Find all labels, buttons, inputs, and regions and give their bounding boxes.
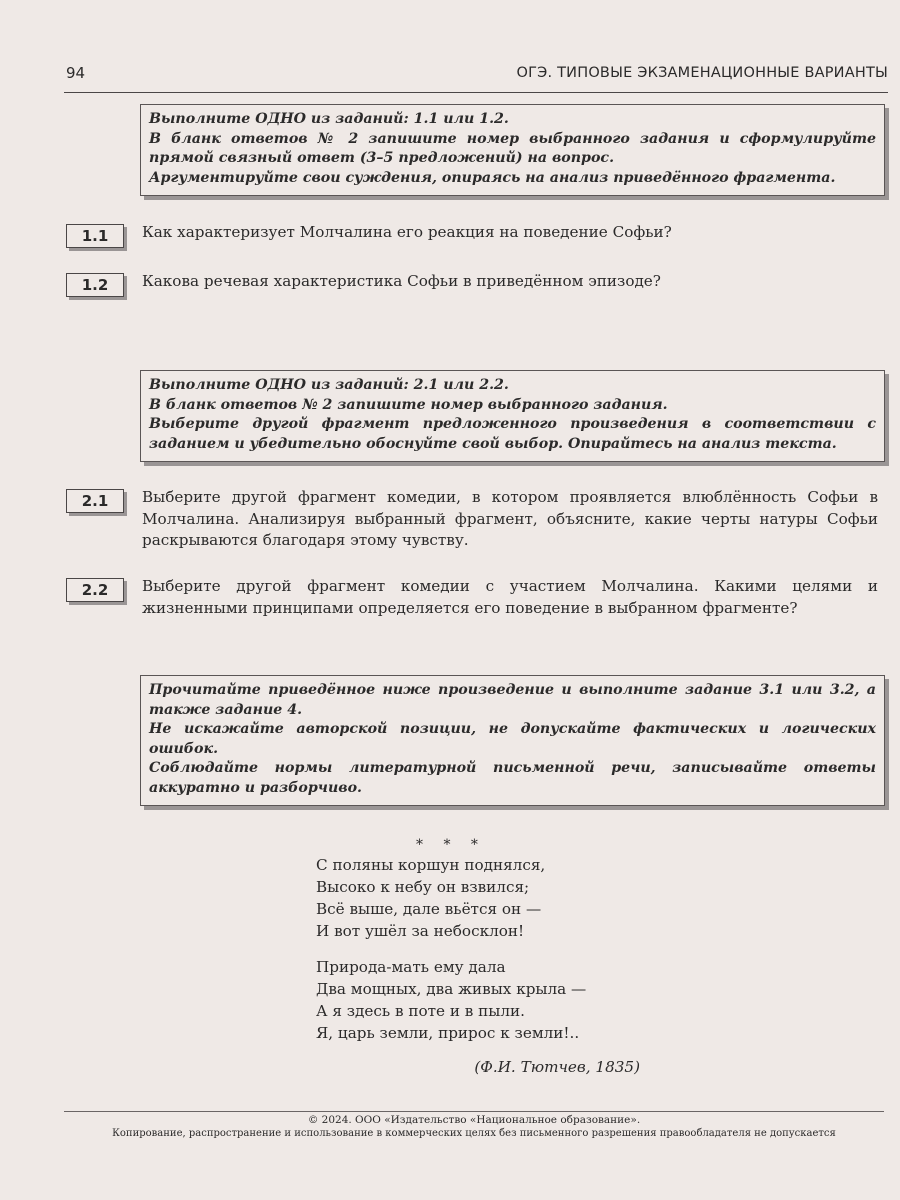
task-number-badge: 2.2 xyxy=(66,578,124,602)
instruction-box-2 xyxy=(140,370,885,462)
poem-asterisks: * * * xyxy=(416,837,486,853)
footer-copyright: © 2024. ООО «Издательство «Национальное образование». xyxy=(307,1114,641,1126)
poem-line: Я, царь земли, прирос к земли!.. xyxy=(316,1024,580,1042)
instruction-box-3 xyxy=(140,675,885,806)
footer-notice: Копирование, распространение и использование в коммерческих целях без письменного разрешения правообладателя не допускается xyxy=(112,1128,836,1139)
instruction-box-1 xyxy=(140,104,885,196)
task-1-1 xyxy=(66,222,878,244)
instruction-line: Выполните ОДНО из заданий: 1.1 или 1.2. xyxy=(149,111,509,127)
stanza-gap xyxy=(316,942,646,956)
poem-line: С поляны коршун поднялся, xyxy=(316,856,546,874)
poem-line: И вот ушёл за небосклон! xyxy=(316,922,525,940)
instruction-line: Аргументируйте свои суждения, опираясь на анализ приведённого фрагмента. xyxy=(149,169,836,186)
page-number: 94 xyxy=(66,64,86,82)
task-1-2 xyxy=(66,271,878,293)
task-number-badge: 1.2 xyxy=(66,273,124,297)
instruction-line: В бланк ответов № 2 запишите номер выбранного задания и сформулируйте прямой связный ответ (3–5 предложений) на вопрос. xyxy=(149,130,876,166)
running-title: ОГЭ. ТИПОВЫЕ ЭКЗАМЕНАЦИОННЫЕ ВАРИАНТЫ xyxy=(516,65,888,81)
poem-line: Природа-мать ему дала xyxy=(316,958,506,976)
task-number-badge: 1.1 xyxy=(66,224,124,248)
poem xyxy=(316,836,646,1078)
task-2-1 xyxy=(66,487,878,552)
task-number-badge: 2.1 xyxy=(66,489,124,513)
instruction-line: Выполните ОДНО из заданий: 2.1 или 2.2. xyxy=(149,377,509,393)
instruction-line: Не искажайте авторской позиции, не допускайте фактических и логических ошибок. xyxy=(149,721,876,757)
poem-line: Два мощных, два живых крыла — xyxy=(316,980,587,998)
task-2-2 xyxy=(66,576,878,619)
instruction-line: В бланк ответов № 2 запишите номер выбранного задания. xyxy=(149,396,668,413)
poem-line: Высоко к небу он взвился; xyxy=(316,878,530,896)
poem-attribution: (Ф.И. Тютчев, 1835) xyxy=(474,1058,640,1076)
task-text: Выберите другой фрагмент комедии с участием Молчалина. Какими целями и жизненными принципами определяется его поведение в выбранном фрагменте? xyxy=(142,577,878,617)
instruction-line: Прочитайте приведённое ниже произведение и выполните задание 3.1 или 3.2, а также задание 4. xyxy=(149,682,876,718)
task-text: Как характеризует Молчалина его реакция на поведение Софьи? xyxy=(142,223,672,241)
footer-divider xyxy=(64,1111,884,1112)
task-text: Какова речевая характеристика Софьи в приведённом эпизоде? xyxy=(142,272,661,290)
instruction-line: Соблюдайте нормы литературной письменной речи, записывайте ответы аккуратно и разборчиво. xyxy=(149,760,876,796)
poem-line: Всё выше, дале вьётся он — xyxy=(316,900,542,918)
instruction-line: Выберите другой фрагмент предложенного произведения в соответствии с заданием и убедительно обоснуйте свой выбор. Опирайтесь на анализ текста. xyxy=(149,416,876,452)
poem-line: А я здесь в поте и в пыли. xyxy=(316,1002,525,1020)
task-text: Выберите другой фрагмент комедии, в котором проявляется влюблённость Софьи в Молчалина. Анализируя выбранный фрагмент, объясните, какие черты натуры Софьи раскрываются благодаря этому чувству. xyxy=(142,488,878,549)
page-header xyxy=(64,62,888,93)
